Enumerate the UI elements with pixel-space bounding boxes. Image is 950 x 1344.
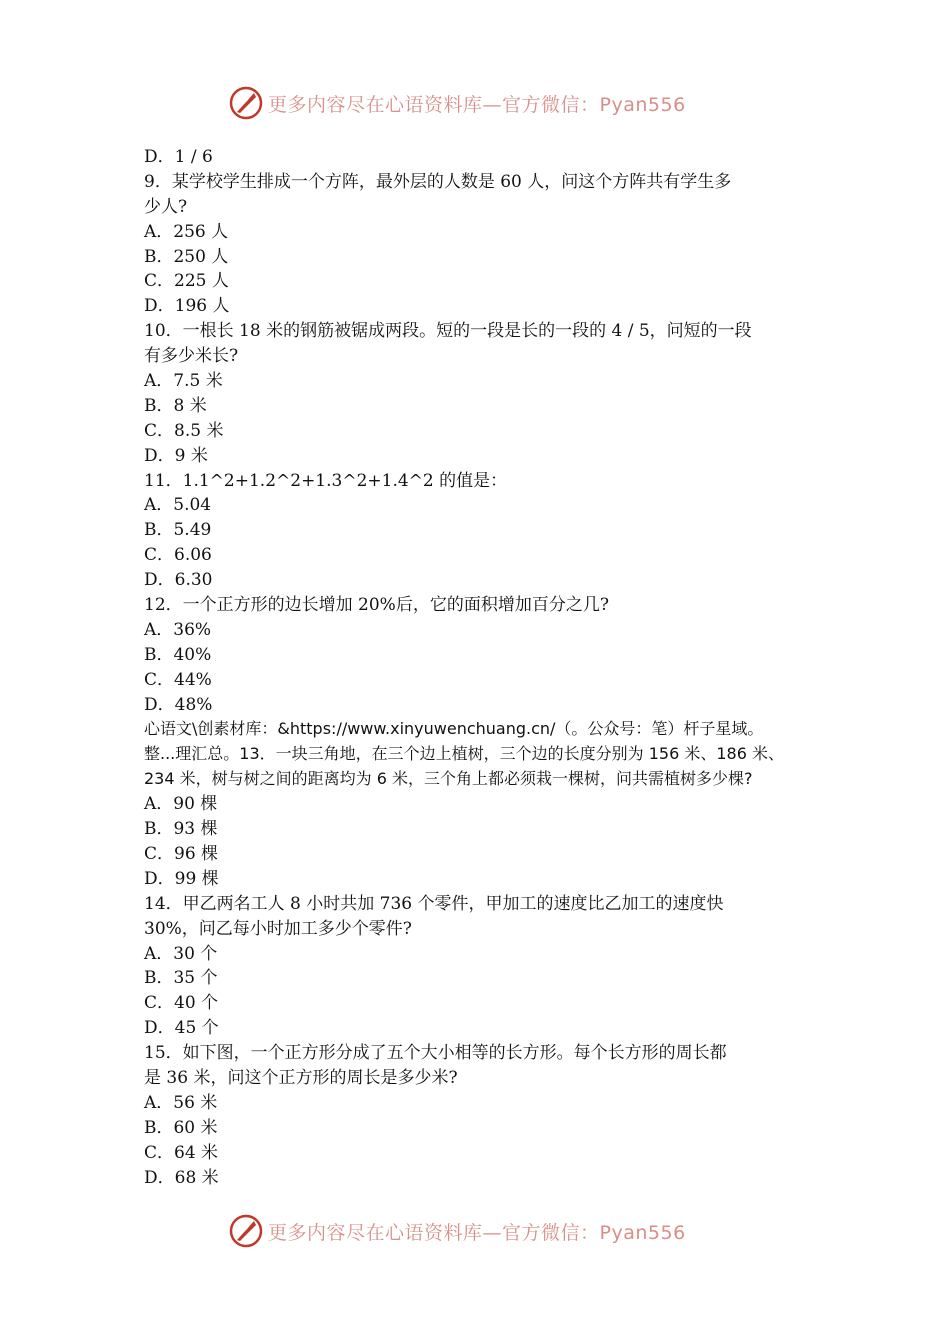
text-line: C．225 人 bbox=[144, 271, 229, 292]
quill-logo-icon bbox=[228, 85, 264, 121]
text-line: 心语文\创素材库：&https://www.xinyuwenchuang.cn/（。公众号：笔）杆子星域。 bbox=[144, 719, 764, 739]
text-line: C．6.06 bbox=[144, 545, 212, 566]
text-line: 9．某学校学生排成一个方阵，最外层的人数是 60 人，问这个方阵共有学生多 bbox=[144, 171, 732, 192]
text-line: B．60 米 bbox=[144, 1117, 218, 1138]
header-banner bbox=[228, 83, 708, 123]
text-line: C．64 米 bbox=[144, 1142, 219, 1163]
text-line: A．256 人 bbox=[144, 221, 229, 242]
text-line: 有多少米长? bbox=[144, 346, 239, 367]
text-line: D．196 人 bbox=[144, 296, 230, 317]
text-line: A．30 个 bbox=[144, 943, 218, 964]
text-line: A．36% bbox=[144, 619, 212, 640]
text-line: B．8 米 bbox=[144, 395, 207, 416]
wechat-id: Pyan556 bbox=[599, 93, 686, 116]
text-line: 12．一个正方形的边长增加 20%后，它的面积增加百分之几? bbox=[144, 595, 609, 616]
text-line: D．68 米 bbox=[144, 1167, 219, 1188]
text-line: C．96 棵 bbox=[144, 843, 219, 864]
text-line: C．40 个 bbox=[144, 993, 219, 1014]
text-line: 少人? bbox=[144, 196, 188, 217]
text-line: A．7.5 米 bbox=[144, 371, 223, 392]
text-line: 10．一根长 18 米的钢筋被锯成两段。短的一段是长的一段的 4 / 5，问短的一段 bbox=[144, 321, 752, 342]
text-line: A．56 米 bbox=[144, 1092, 218, 1113]
text-line: D．6.30 bbox=[144, 570, 213, 591]
text-line: B．35 个 bbox=[144, 968, 218, 989]
text-line: D．99 棵 bbox=[144, 868, 219, 889]
text-line: D．1 / 6 bbox=[144, 147, 213, 167]
text-line: B．250 人 bbox=[144, 246, 229, 267]
text-line: C．44% bbox=[144, 669, 212, 690]
text-line: 14．甲乙两名工人 8 小时共加 736 个零件，甲加工的速度比乙加工的速度快 bbox=[144, 893, 724, 914]
quill-logo-icon bbox=[228, 1213, 264, 1249]
footer-banner bbox=[228, 1211, 708, 1251]
text-line: C．8.5 米 bbox=[144, 420, 224, 441]
text-line: 是 36 米，问这个正方形的周长是多少米? bbox=[144, 1067, 458, 1088]
text-line: 234 米，树与树之间的距离均为 6 米，三个角上都必须栽一棵树，问共需植树多少棵? bbox=[144, 769, 753, 789]
text-line: 15．如下图，一个正方形分成了五个大小相等的长方形。每个长方形的周长都 bbox=[144, 1043, 727, 1064]
banner-text: 更多内容尽在心语资料库—官方微信：Pyan556 bbox=[268, 93, 686, 116]
text-line: D．9 米 bbox=[144, 445, 208, 466]
text-line: D．45 个 bbox=[144, 1018, 219, 1039]
text-line: A．5.04 bbox=[144, 495, 212, 516]
text-line: 30%，问乙每小时加工多少个零件? bbox=[144, 918, 412, 939]
banner-text: 更多内容尽在心语资料库—官方微信：Pyan556 bbox=[268, 1221, 686, 1244]
text-line: 11．1.1^2+1.2^2+1.3^2+1.4^2 的值是： bbox=[144, 470, 508, 491]
text-line: D．48% bbox=[144, 694, 213, 715]
wechat-id: Pyan556 bbox=[599, 1221, 686, 1244]
text-line: B．5.49 bbox=[144, 520, 212, 541]
text-line: B．93 棵 bbox=[144, 819, 218, 840]
text-line: B．40% bbox=[144, 644, 212, 665]
text-line: 整...理汇总。13．一块三角地，在三个边上植树，三个边的长度分别为 156 米、186 米、 bbox=[144, 744, 784, 764]
text-line: A．90 棵 bbox=[144, 794, 218, 815]
document-body bbox=[144, 145, 814, 1190]
